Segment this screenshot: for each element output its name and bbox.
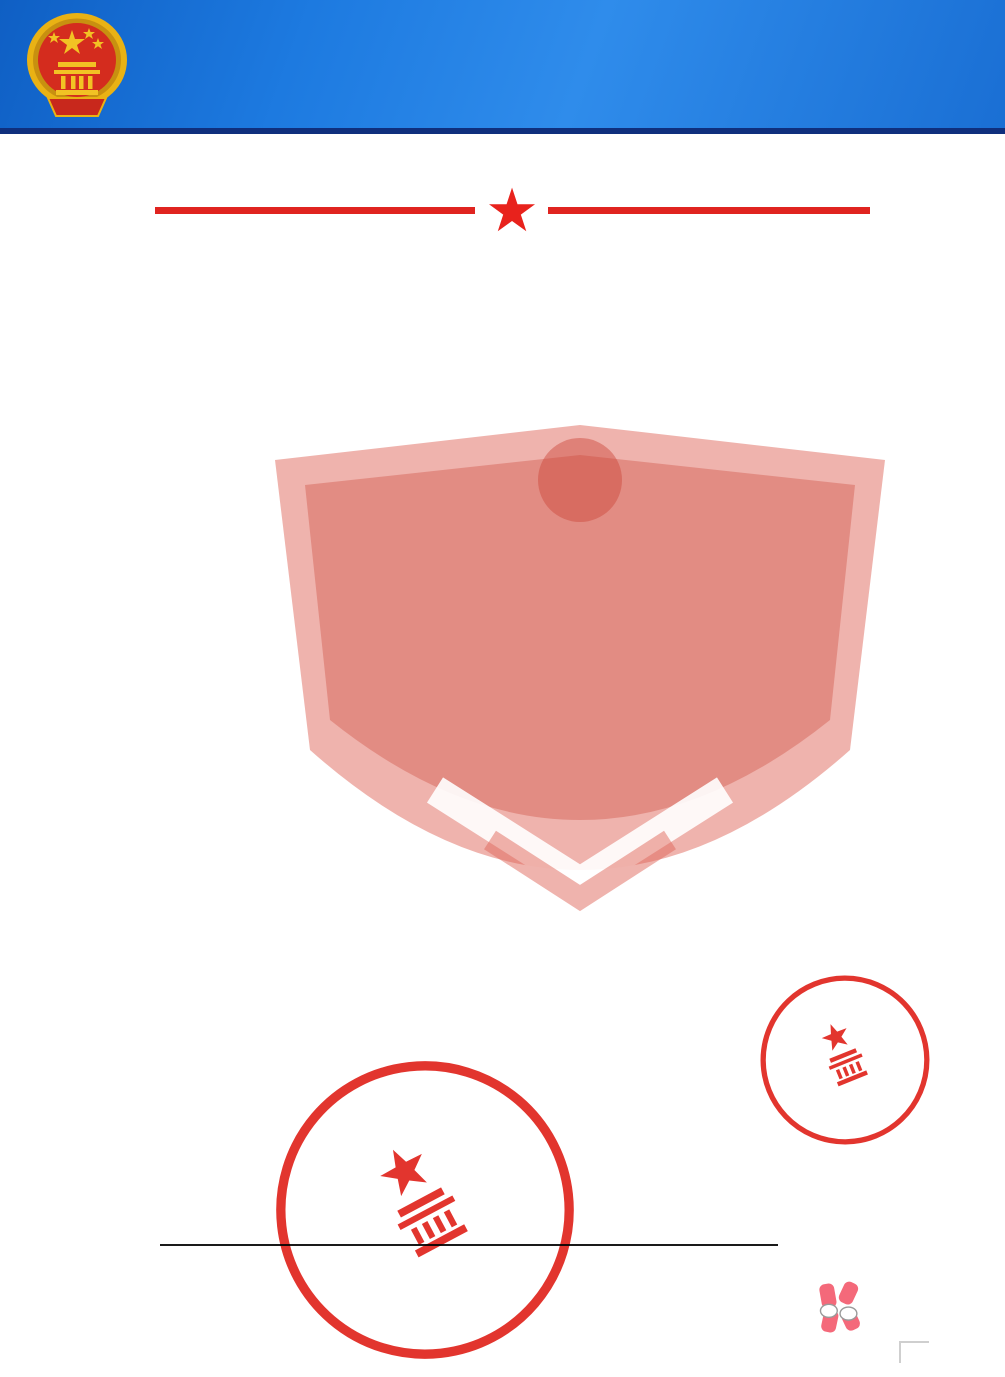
red-star-icon: ★ — [485, 177, 539, 244]
community-logo-icon — [813, 1280, 869, 1341]
header-titles — [150, 8, 995, 10]
corner-crop-mark — [899, 1341, 929, 1363]
community-logo — [813, 1280, 877, 1341]
official-stamp-bottom — [215, 1000, 634, 1377]
national-emblem-icon — [16, 6, 138, 129]
red-divider-left — [155, 207, 475, 214]
red-divider-right — [548, 207, 870, 214]
qr-code — [888, 139, 990, 236]
header-banner — [0, 0, 1005, 134]
document-body — [103, 341, 898, 352]
cbrc-shield-watermark — [235, 420, 925, 1000]
